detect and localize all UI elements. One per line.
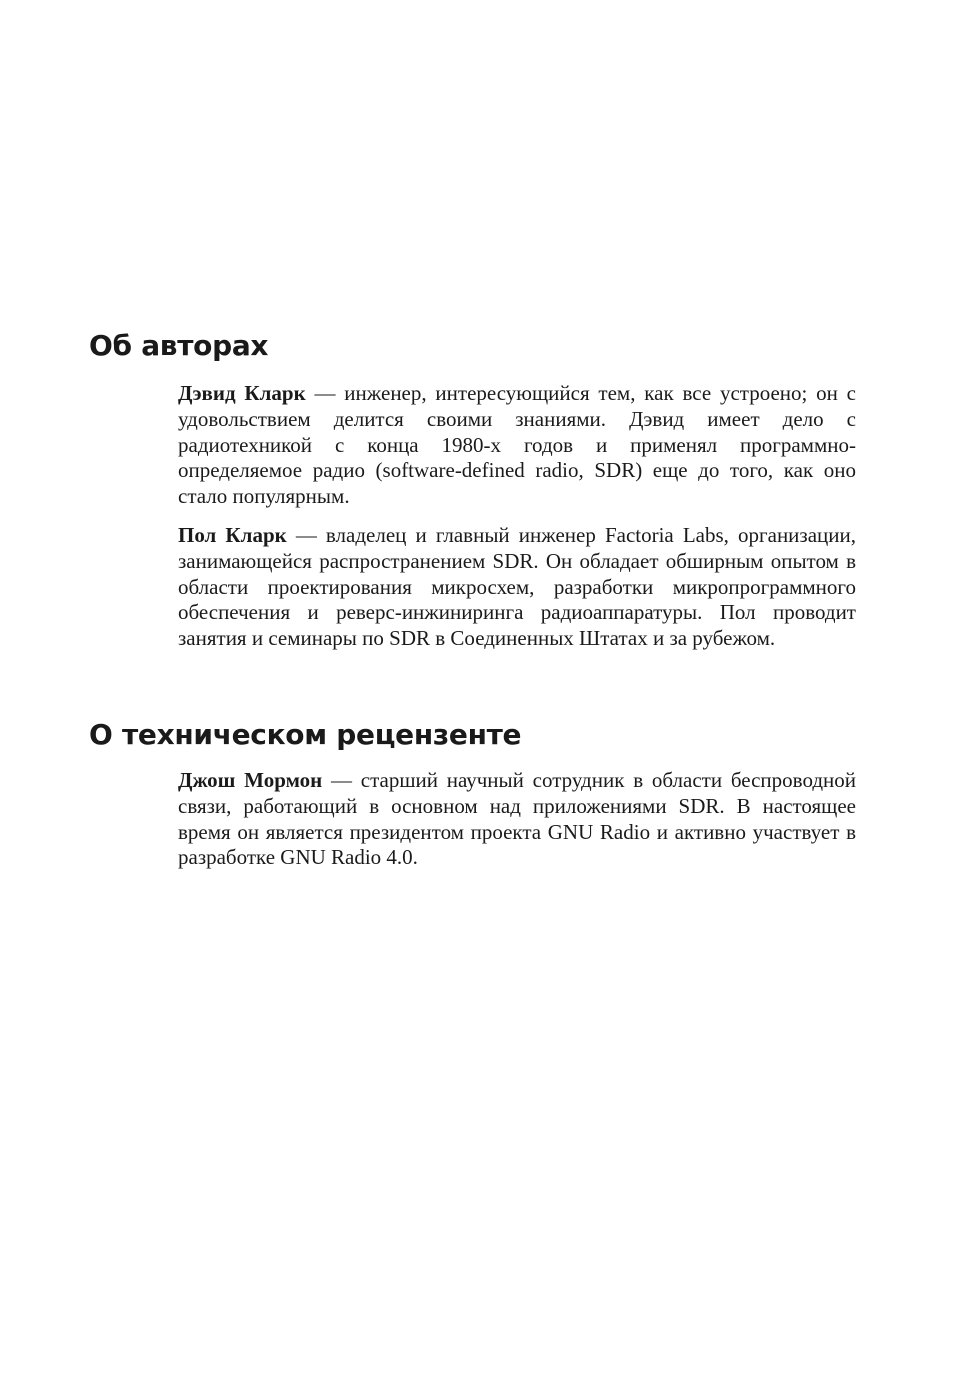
author-name: Пол Кларк: [178, 523, 287, 547]
reviewer-bio-josh-morman: [178, 768, 856, 871]
about-authors-heading: Об авторах: [89, 329, 269, 362]
author-name: Дэвид Кларк: [178, 381, 306, 405]
about-reviewer-heading: О техническом рецензенте: [89, 718, 522, 751]
reviewer-name: Джош Мормон: [178, 768, 323, 792]
reviewer-bio-text: — старший научный сотрудник в области беспроводной связи, работающий в основном над приложениями SDR. В настоящее время он является президентом проекта GNU Radio и активно участвует в разработке GNU Radio 4.0.: [178, 768, 857, 870]
author-bio-david-clark: [178, 381, 856, 510]
author-bio-paul-clark: [178, 523, 856, 652]
author-bio-text: — инженер, интересующийся тем, как все устроено; он с удовольствием делится своими знаниями. Дэвид имеет дело с радиотехникой с конца 1980-х годов и применял программно-определяемое радио (software-defined radio, SDR) еще до того, как оно стало популярным.: [178, 381, 857, 509]
author-bio-text: — владелец и главный инженер Factoria Labs, организации, занимающейся распространением SDR. Он обладает обширным опытом в области проектирования микросхем, разработки микропрограммного обеспечения и реверс-инжиниринга радиоаппаратуры. Пол проводит занятия и семинары по SDR в Соединенных Штатах и за рубежом.: [178, 523, 856, 651]
